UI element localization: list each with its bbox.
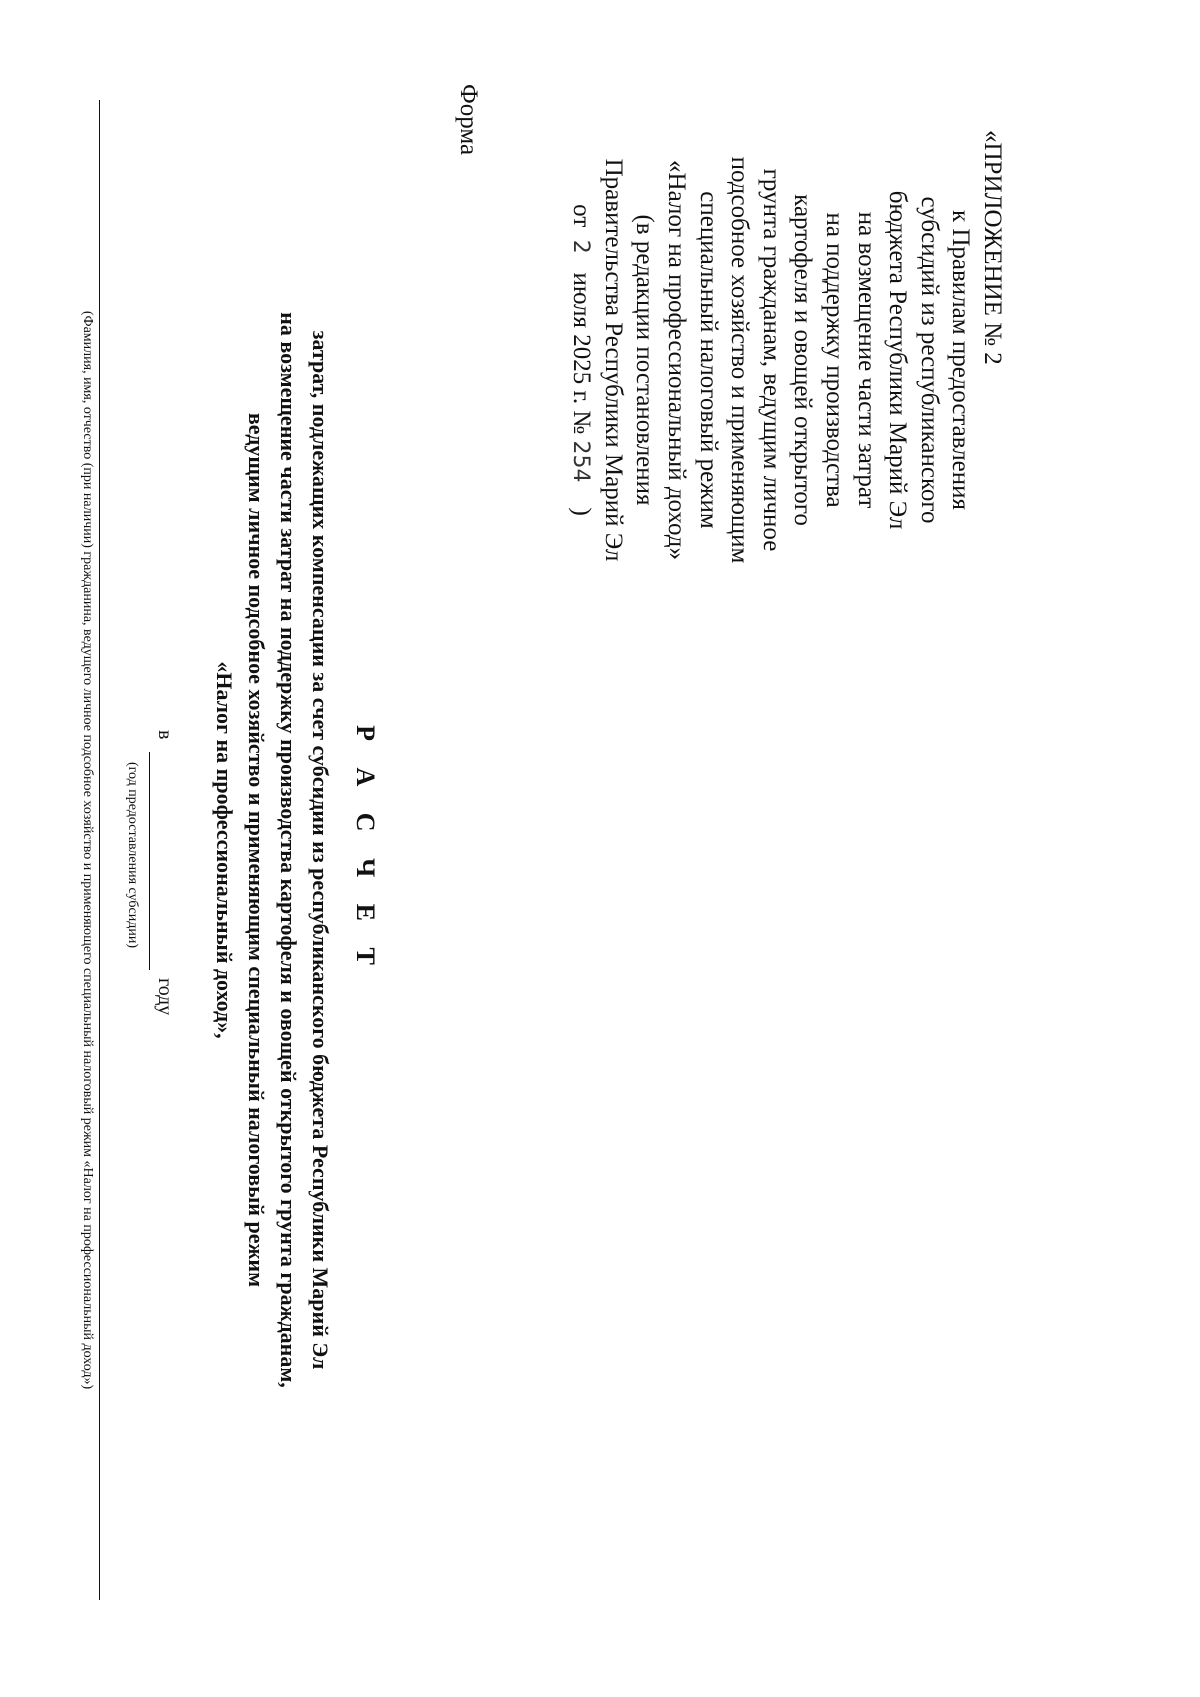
approval-line: «ПРИЛОЖЕНИЕ № 2 bbox=[979, 130, 1006, 365]
approval-line: бюджета Республики Марий Эл bbox=[884, 190, 912, 530]
form-label: Форма bbox=[455, 84, 482, 156]
approval-line: грунта гражданам, ведущим личное bbox=[757, 168, 785, 552]
date-month-year: июля 2025 г. № bbox=[568, 272, 596, 435]
title-block bbox=[208, 100, 380, 1600]
year-suffix: году bbox=[154, 978, 176, 1016]
year-prefix: в bbox=[154, 730, 176, 740]
date-number: 254 bbox=[568, 440, 594, 483]
date-prefix: от bbox=[568, 204, 596, 228]
approval-line: субсидий из республиканского bbox=[915, 196, 943, 524]
subtitle-line: ведущим личное подсобное хозяйство и применяющим специальный налоговый режим bbox=[244, 412, 269, 1288]
approval-line: подсобное хозяйство и применяющим bbox=[726, 156, 754, 564]
approval-line: (в редакции постановления bbox=[631, 214, 659, 506]
subtitle-line: на возмещение части затрат на поддержку производства картофеля и овощей открытого грунта гражданам, bbox=[276, 312, 301, 1388]
fio-underline bbox=[99, 100, 100, 1600]
approval-line: специальный налоговый режим bbox=[694, 191, 722, 529]
approval-line: Правительства Республики Марий Эл bbox=[599, 158, 627, 562]
approval-line: картофеля и овощей открытого bbox=[789, 194, 817, 526]
date-day: 2 bbox=[568, 239, 594, 254]
approval-line: на возмещение части затрат bbox=[852, 211, 880, 509]
approval-line: на поддержку производства bbox=[821, 212, 849, 508]
approval-line: «Налог на профессиональный доход» bbox=[663, 160, 691, 560]
document-subtitle bbox=[208, 100, 336, 1600]
subtitle-line: затрат, подлежащих компенсации за счет субсидии из республиканского бюджета Республики Марий Эл bbox=[308, 330, 333, 1370]
fio-caption: (Фамилия, имя, отчество (при наличии) гражданина, ведущего личное подсобное хозяйство и применяющего специальный налоговый режим «Налог на профессиональный доход») bbox=[80, 310, 95, 1390]
approval-block bbox=[565, 100, 1008, 620]
approval-line: к Правилам предоставления bbox=[947, 209, 975, 511]
date-suffix: ) bbox=[568, 507, 596, 516]
approval-date-line bbox=[565, 100, 598, 620]
year-blank-field bbox=[149, 752, 150, 970]
year-caption: (год предоставления субсидии) bbox=[125, 762, 140, 948]
subtitle-line: «Налог на профессиональный доход», bbox=[212, 661, 237, 1039]
document-title: Р А С Ч Е Т bbox=[351, 725, 380, 975]
